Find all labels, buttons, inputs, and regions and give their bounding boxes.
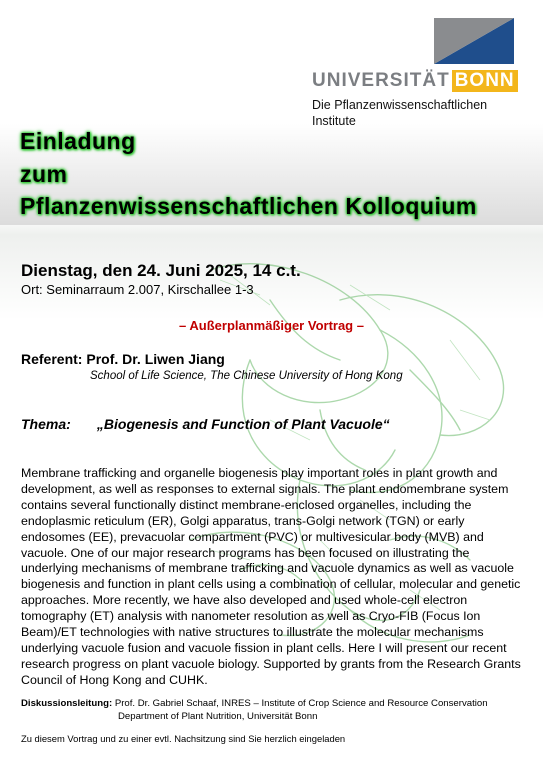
topic-label: Thema: xyxy=(21,416,71,432)
discussion-department: Department of Plant Nutrition, Universität Bonn xyxy=(118,710,318,722)
event-location: Ort: Seminarraum 2.007, Kirschallee 1-3 xyxy=(21,282,254,297)
discussion-chair xyxy=(21,698,488,723)
university-city: BONN xyxy=(452,70,518,92)
invitation-line-1: Einladung xyxy=(20,128,136,154)
topic-line xyxy=(21,416,390,432)
invitation-line-3: Pflanzenwissenschaftlichen Kolloquium xyxy=(20,193,477,219)
university-name: UNIVERSITÄT BONN xyxy=(312,70,518,92)
footer-invitation-note: Zu diesem Vortrag und zu einer evtl. Nachsitzung sind Sie herzlich eingeladen xyxy=(21,733,346,744)
speaker-line xyxy=(21,351,225,367)
topic-title: „Biogenesis and Function of Plant Vacuole“ xyxy=(96,416,390,432)
special-lecture-note: – Außerplanmäßiger Vortrag – xyxy=(179,318,364,333)
abstract-text: Membrane trafficking and organelle biogenesis play important roles in plant growth and development, as well as responses to external signals. The plant endomembrane system contains several functionally distinct membrane-enclosed organelles, including the endoplasmic reticulum (ER), Golgi apparatus, trans-Golgi network (TGN) or early endosomes (EE), prevacuolar compartment (PVC) or multivesicular body (MVB) and vacuole. One of our major research programs has been focused on illustrating the underlying mechanisms of membrane trafficking and vacuole dynamics as well as vacuole biogenesis and function in plant cells using a combination of cellular, molecular and genetic approaches. More recently, we have also developed and used whole-cell electron tomography (ET) analysis with nanometer resolution as well as Cryo-FIB (Focus Ion Beam)/ET technologies with native structures to illustrate the molecular mechanisms underlying vacuole fusion and vacuole fission in plant cells. Here I will present our recent research progress on plant vacuole biology. Supported by grants from the Research Grants Council of Hong Kong and CUHK. xyxy=(21,466,521,687)
event-date-time: Dienstag, den 24. Juni 2025, 14 c.t. xyxy=(21,261,301,280)
discussion-chair-name: Prof. Dr. Gabriel Schaaf, INRES – Institute of Crop Science and Resource Conservation xyxy=(114,698,488,709)
invitation-line-2: zum xyxy=(20,161,68,187)
speaker-name: Prof. Dr. Liwen Jiang xyxy=(86,351,225,367)
speaker-affiliation: School of Life Science, The Chinese University of Hong Kong xyxy=(90,370,403,382)
speaker-label: Referent: xyxy=(21,351,83,367)
discussion-label: Diskussionsleitung: xyxy=(21,698,113,709)
institute-name: Die Pflanzenwissenschaftlichen Institute xyxy=(312,98,488,128)
university-logo xyxy=(434,18,514,64)
